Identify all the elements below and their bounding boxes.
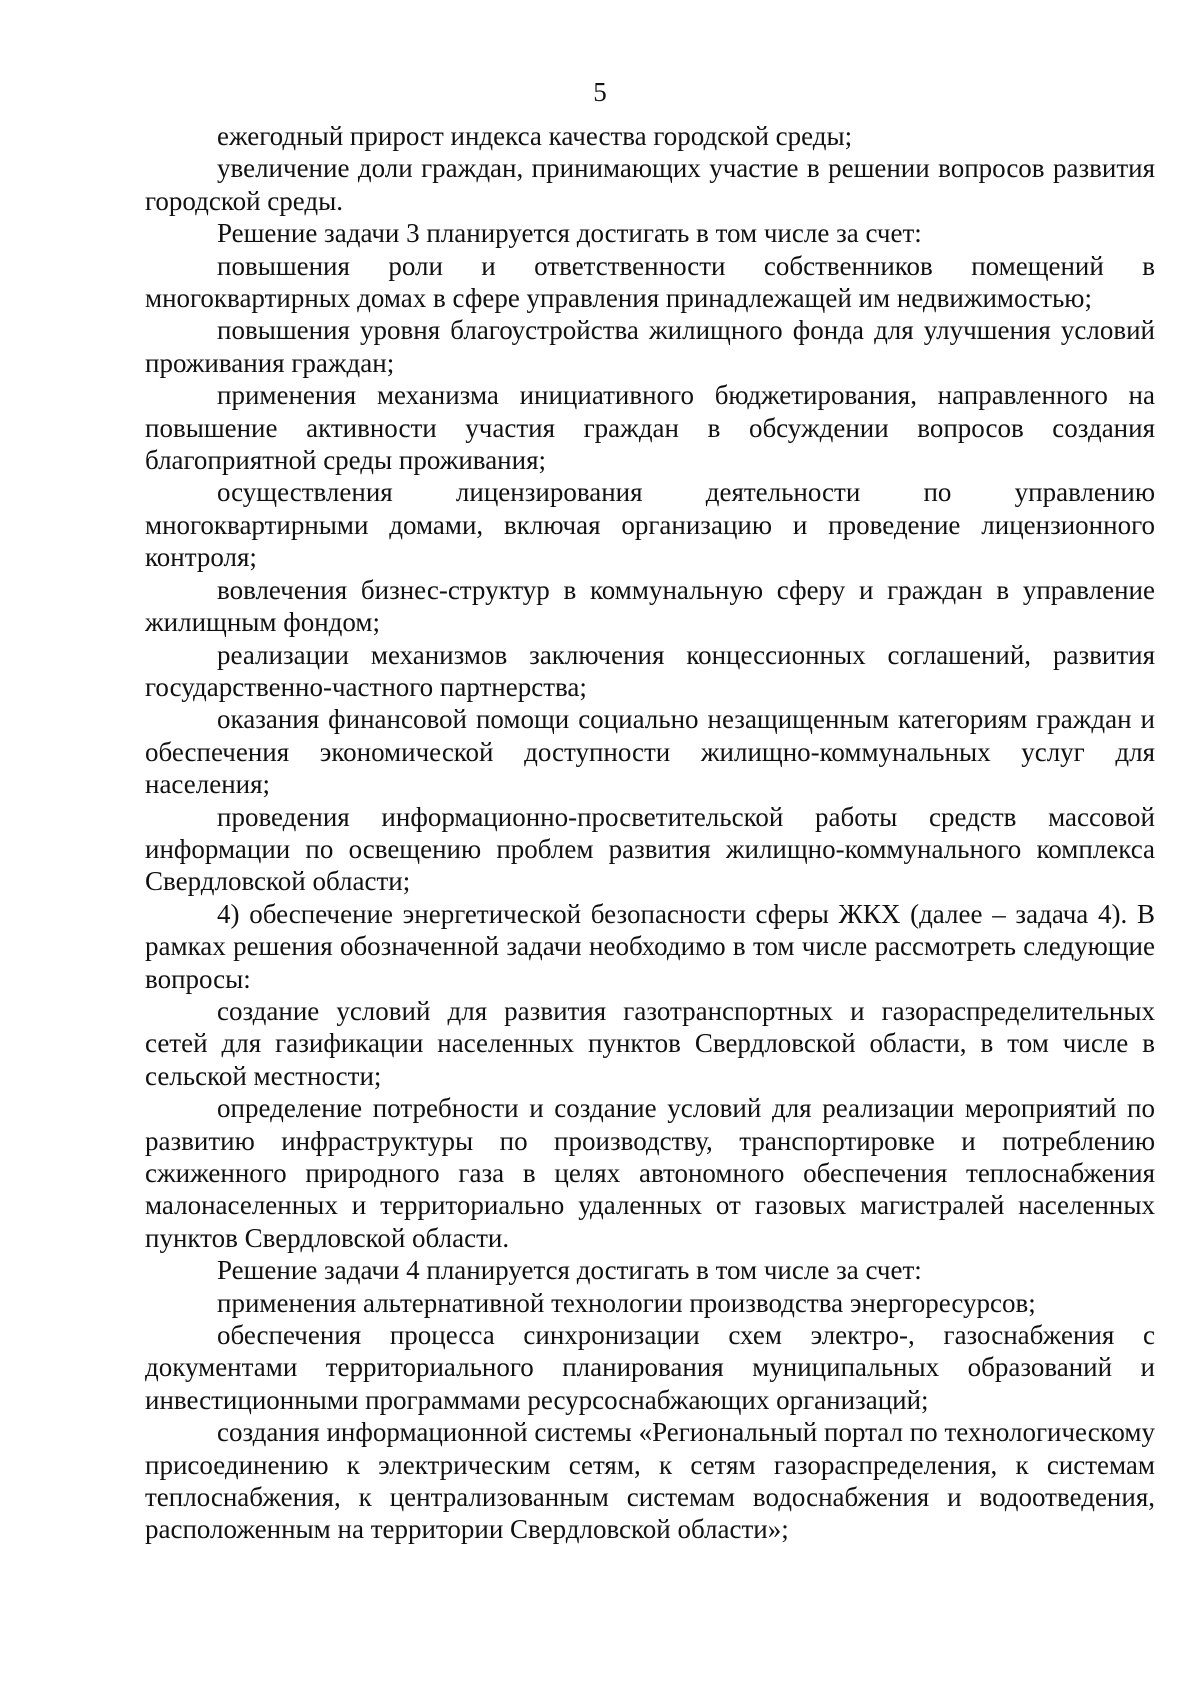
document-body bbox=[145, 120, 1155, 1546]
paragraph: обеспечения процесса синхронизации схем электро-, газоснабжения с документами территориального планирования муниципальных образований и инвестиционными программами ресурсоснабжающих организаций; bbox=[145, 1320, 1155, 1415]
paragraph: 4) обеспечение энергетической безопасности сферы ЖКХ (далее – задача 4). В рамках решения обозначенной задачи необходимо в том числе рассмотреть следующие вопросы: bbox=[145, 898, 1155, 994]
paragraph: реализации механизмов заключения концессионных соглашений, развития государственно-частного партнерства; bbox=[145, 639, 1155, 702]
paragraph: применения альтернативной технологии производства энергоресурсов; bbox=[217, 1287, 1036, 1318]
paragraph: Решение задачи 4 планируется достигать в том числе за счет: bbox=[217, 1255, 922, 1286]
paragraph: оказания финансовой помощи социально незащищенным категориям граждан и обеспечения экономической доступности жилищно-коммунальных услуг для населения; bbox=[145, 704, 1155, 800]
paragraph: увеличение доли граждан, принимающих участие в решении вопросов развития городской среды. bbox=[145, 153, 1155, 216]
paragraph: создания информационной системы «Региональный портал по технологическому присоединению к электрическим сетям, к сетям газораспределения, к системам теплоснабжения, к централизованным системам водоснабжения и водоотведения, расположенным на территории Свердловской области»; bbox=[145, 1417, 1155, 1545]
paragraph: применения механизма инициативного бюджетирования, направленного на повышение активности участия граждан в обсуждении вопросов создания благоприятной среды проживания; bbox=[145, 380, 1155, 476]
page-number: 5 bbox=[593, 77, 607, 107]
paragraph: проведения информационно-просветительской работы средств массовой информации по освещению проблем развития жилищно-коммунального комплекса Свердловской области; bbox=[145, 801, 1155, 897]
paragraph: повышения уровня благоустройства жилищного фонда для улучшения условий проживания граждан; bbox=[145, 315, 1155, 378]
paragraph: вовлечения бизнес-структур в коммунальную сферу и граждан в управление жилищным фондом; bbox=[145, 574, 1155, 638]
paragraph: создание условий для развития газотранспортных и газораспределительных сетей для газификации населенных пунктов Свердловской области, в том числе в сельской местности; bbox=[145, 995, 1155, 1091]
paragraph: осуществления лицензирования деятельности по управлению многоквартирными домами, включая организацию и проведение лицензионного контроля; bbox=[145, 477, 1155, 573]
paragraph: определение потребности и создание условий для реализации мероприятий по развитию инфраструктуры по производству, транспортировке и потреблению сжиженного природного газа в целях автономного обеспечения теплоснабжения малонаселенных и территориально удаленных от газовых магистралей населенных пунктов Свердловской области. bbox=[145, 1093, 1155, 1253]
paragraph: Решение задачи 3 планируется достигать в том числе за счет: bbox=[217, 218, 922, 249]
paragraph: повышения роли и ответственности собственников помещений в многоквартирных домах в сфере управления принадлежащей им недвижимостью; bbox=[145, 250, 1155, 314]
paragraph: ежегодный прирост индекса качества городской среды; bbox=[217, 121, 853, 151]
